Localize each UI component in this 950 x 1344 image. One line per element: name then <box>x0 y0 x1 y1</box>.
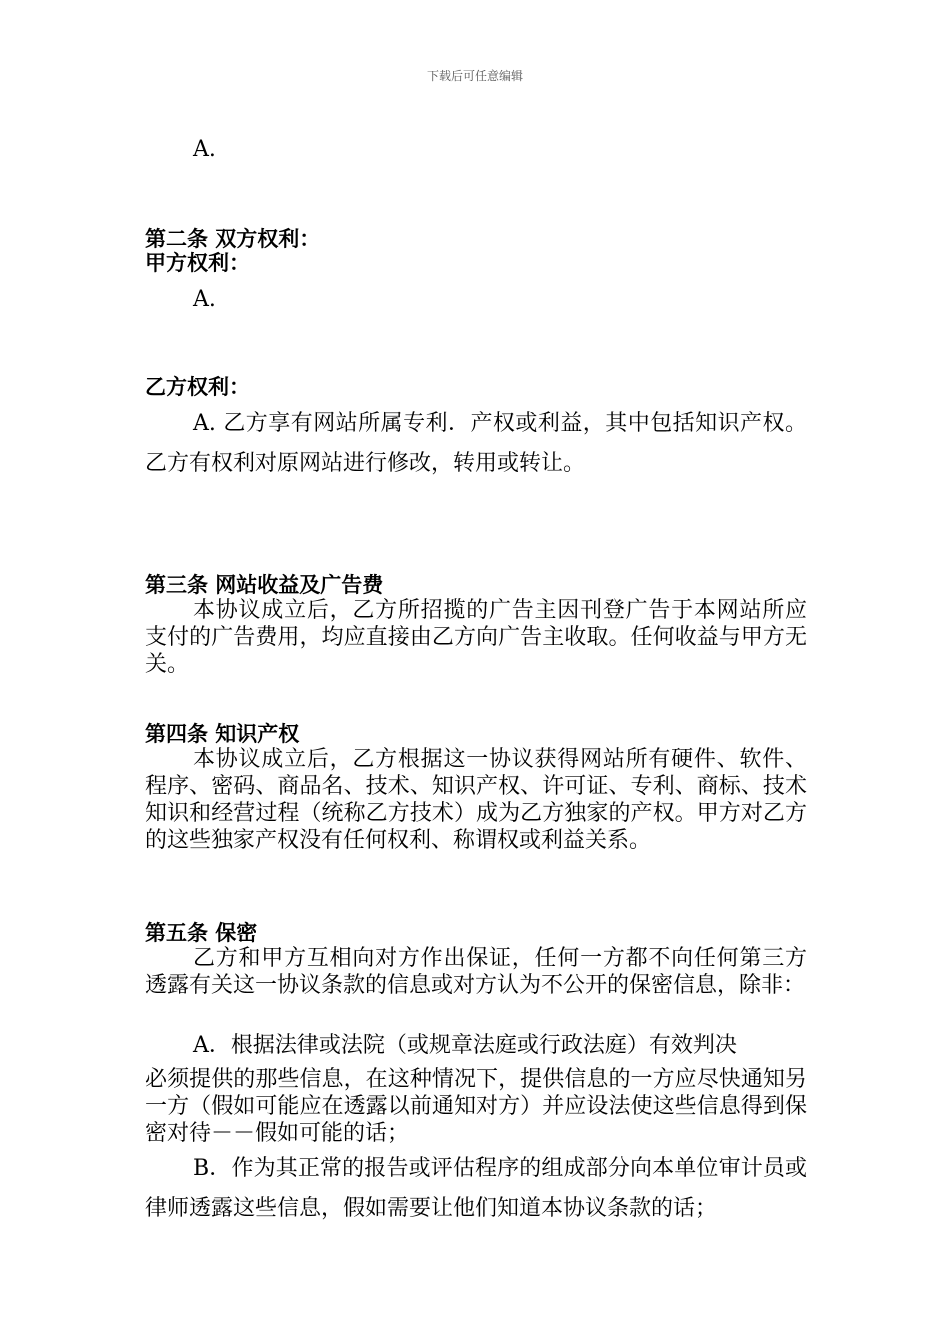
article-5-body: 乙方和甲方互相向对方作出保证，任何一方都不向任何第三方透露有关这一协议条款的信息或对方认为不公开的保密信息，除非： <box>145 946 807 998</box>
article-5-heading: 第五条 保密 <box>145 921 258 945</box>
party-b-rights-heading: 乙方权利： <box>145 375 250 399</box>
article-4-heading: 第四条 知识产权 <box>145 722 300 746</box>
party-a-item-a: A. <box>193 287 216 312</box>
page-header: 下载后可任意编辑 <box>426 69 523 83</box>
article-5-item-b: B．作为其正常的报告或评估程序的组成部分向本单位审计员或律师透露这些信息，假如需要让他们知道本协议条款的话； <box>145 1156 807 1221</box>
party-a-rights-heading: 甲方权利： <box>145 251 250 275</box>
article-2-heading: 第二条 双方权利： <box>145 227 321 251</box>
article-5-item-a-first-line: A．根据法律或法院（或规章法庭或行政法庭）有效判决 <box>193 1033 737 1058</box>
article-3-body: 本协议成立后，乙方所招揽的广告主因刊登广告于本网站所应支付的广告费用，均应直接由乙方向广告主收取。任何收益与甲方无关。 <box>145 598 807 677</box>
article-3-heading: 第三条 网站收益及广告费 <box>145 573 384 597</box>
party-b-item-a: A. 乙方享有网站所属专利．产权或利益，其中包括知识产权。乙方有权利对原网站进行修改，转用或转让。 <box>145 411 807 476</box>
article-5-item-a <box>145 1026 807 1147</box>
list-item-a-top: A. <box>193 137 216 162</box>
article-4-body: 本协议成立后，乙方根据这一协议获得网站所有硬件、软件、程序、密码、商品名、技术、知识产权、许可证、专利、商标、技术知识和经营过程（统称乙方技术）成为乙方独家的产权。甲方对乙方的这些独家产权没有任何权利、称谓权或利益关系。 <box>145 747 807 853</box>
article-5-item-a-rest: 必须提供的那些信息，在这种情况下，提供信息的一方应尽快通知另一方（假如可能应在透露以前通知对方）并应设法使这些信息得到保密对待－－假如可能的话； <box>145 1067 807 1146</box>
